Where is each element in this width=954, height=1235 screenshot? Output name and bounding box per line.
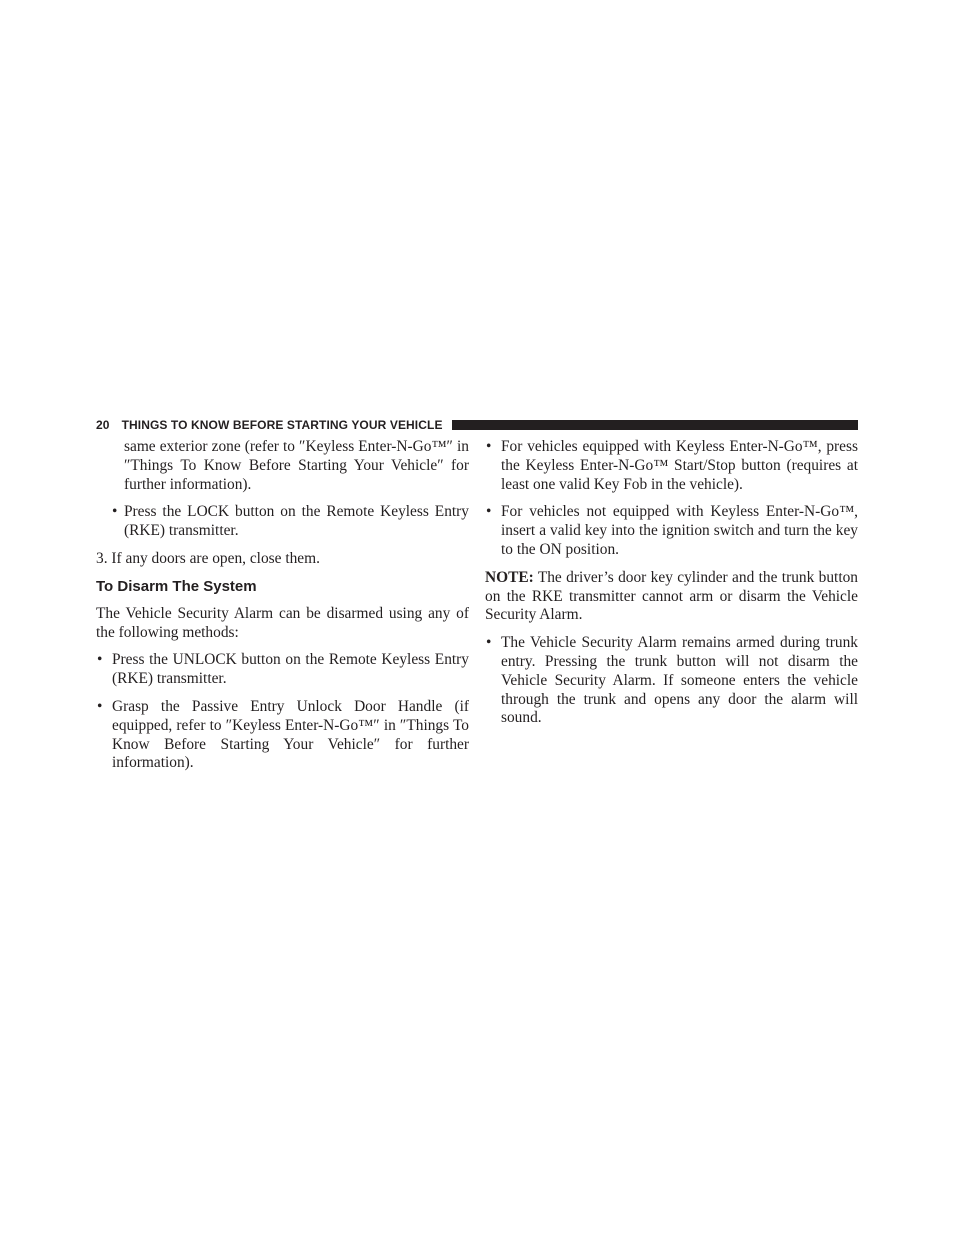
bullet-marker: • [486, 503, 492, 521]
list-item [96, 651, 469, 689]
bullet-text: Press the UNLOCK button on the Remote Keyless Entry (RKE) transmitter. [112, 651, 469, 688]
list-item [485, 438, 858, 494]
left-column [96, 438, 469, 782]
step-three: 3. If any doors are open, close them. [96, 549, 320, 567]
page-number: 20 [96, 418, 110, 432]
list-item [485, 503, 858, 559]
page-header [96, 417, 858, 433]
bullet-marker: • [486, 634, 492, 652]
bullet-marker: • [97, 697, 103, 715]
lock-bullet-text: Press the LOCK button on the Remote Keyless Entry (RKE) transmitter. [124, 503, 469, 540]
bullet-marker: • [112, 503, 118, 521]
bullet-text: For vehicles equipped with Keyless Enter-N-Go™, press the Keyless Enter-N-Go™ Start/Stop button (requires at least one valid Key Fob in the vehicle). [501, 438, 858, 493]
bullet-text: Grasp the Passive Entry Unlock Door Handle (if equipped, refer to ″Keyless Enter-N-Go™″ in ″Things To Know Before Starting Your Vehicle″ for further information). [112, 697, 469, 772]
note-text: The driver’s door key cylinder and the trunk button on the RKE transmitter cannot arm or disarm the Vehicle Security Alarm. [485, 568, 858, 624]
intro-paragraph: The Vehicle Security Alarm can be disarmed using any of the following methods: [96, 604, 469, 641]
bullet-text: The Vehicle Security Alarm remains armed during trunk entry. Pressing the trunk button will not disarm the Vehicle Security Alarm. If someone enters the vehicle through the trunk and opens any door the alarm will sound. [501, 634, 858, 727]
running-head: THINGS TO KNOW BEFORE STARTING YOUR VEHICLE [121, 418, 443, 432]
bullet-text: For vehicles not equipped with Keyless Enter-N-Go™, insert a valid key into the ignition switch and turn the key to the ON position. [501, 503, 858, 558]
bullet-marker: • [97, 651, 103, 669]
note-paragraph [485, 569, 858, 625]
note-label: NOTE: [485, 568, 534, 586]
list-item [485, 634, 858, 728]
right-column [485, 438, 858, 737]
continuation-paragraph: same exterior zone (refer to ″Keyless Enter-N-Go™″ in ″Things To Know Before Starting Your Vehicle″ for further information). [124, 438, 469, 493]
list-item [96, 698, 469, 773]
header-rule [452, 420, 858, 430]
section-heading: To Disarm The System [96, 577, 257, 595]
bullet-marker: • [486, 438, 492, 455]
list-item [96, 503, 469, 541]
